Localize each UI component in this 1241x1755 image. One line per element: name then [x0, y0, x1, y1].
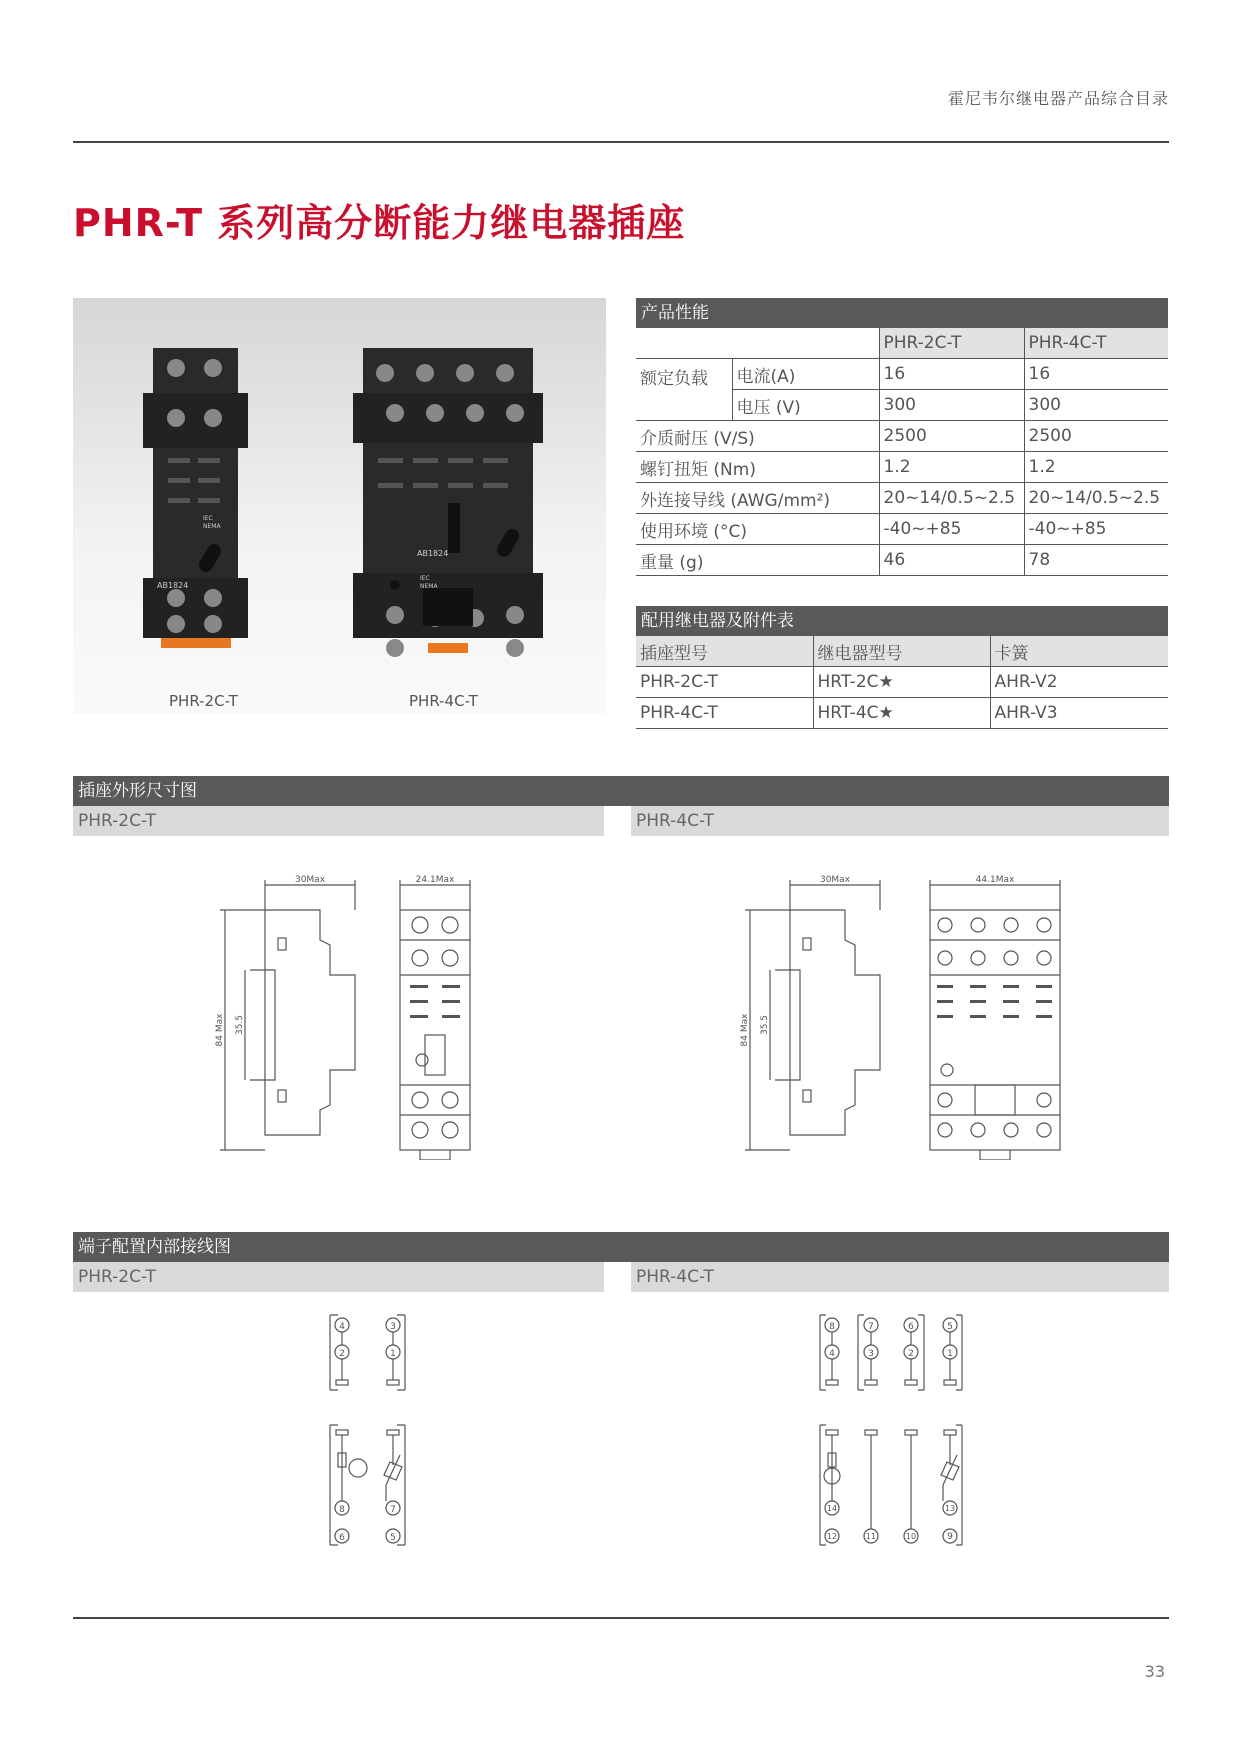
dim-84max-4c: 84 Max — [740, 1013, 750, 1047]
header-divider — [73, 141, 1169, 143]
accessories-row — [636, 667, 1168, 698]
terminal-6: 6 — [908, 1322, 914, 1332]
terminal-8: 8 — [339, 1505, 345, 1515]
accessories-row — [636, 698, 1168, 729]
row-value-4c: 2500 — [1024, 421, 1168, 452]
dimensions-title: 插座外形尺寸图 — [73, 776, 1169, 806]
row-label: 重量 (g) — [636, 545, 879, 576]
accessories-table — [636, 636, 1168, 729]
dim-30max-2c: 30Max — [294, 875, 326, 885]
footer-divider — [73, 1617, 1169, 1619]
page-title: PHR-T 系列高分断能力继电器插座 — [73, 201, 686, 245]
dim-355-2c: 35.5 — [235, 1014, 245, 1036]
current-2c: 16 — [879, 359, 1024, 390]
performance-col-2c: PHR-2C-T — [879, 328, 1024, 359]
terminal-7: 7 — [390, 1505, 396, 1515]
terminal-13: 13 — [944, 1504, 956, 1513]
row-label: 介质耐压 (V/S) — [636, 421, 879, 452]
photo-label-code-4c: AB1824 — [417, 549, 449, 558]
photo-caption-4c: PHR-4C-T — [409, 692, 478, 710]
terminal-1: 1 — [390, 1349, 396, 1359]
accessories-header-row — [636, 636, 1168, 667]
accessories-cell: AHR-V3 — [990, 698, 1168, 729]
dimensions-label-4c: PHR-4C-T — [631, 806, 1169, 836]
performance-row — [636, 452, 1168, 483]
row-value-4c: 1.2 — [1024, 452, 1168, 483]
accessories-cell: PHR-2C-T — [636, 667, 813, 698]
accessories-cell: HRT-2C★ — [813, 667, 990, 698]
dim-30max-4c: 30Max — [819, 875, 851, 885]
performance-row — [636, 421, 1168, 452]
wiring-label-4c: PHR-4C-T — [631, 1262, 1169, 1292]
dim-241max: 24.1Max — [415, 875, 455, 885]
photo-label-iec-2c: IEC — [203, 515, 213, 522]
accessories-cell: HRT-4C★ — [813, 698, 990, 729]
terminal-8: 8 — [829, 1322, 835, 1332]
voltage-label: 电压 (V) — [732, 390, 879, 421]
row-value-2c: 46 — [879, 545, 1024, 576]
terminal-12: 12 — [826, 1532, 838, 1541]
row-value-2c: -40~+85 — [879, 514, 1024, 545]
page-number: 33 — [1144, 1662, 1165, 1681]
accessories-header: 继电器型号 — [813, 636, 990, 667]
terminal-9: 9 — [947, 1532, 953, 1542]
dimension-drawing-4c — [735, 870, 1075, 1160]
accessories-header: 卡簧 — [990, 636, 1168, 667]
row-value-2c: 20~14/0.5~2.5 — [879, 483, 1024, 514]
terminal-6: 6 — [339, 1533, 345, 1543]
performance-table — [636, 328, 1168, 576]
terminal-5: 5 — [390, 1533, 396, 1543]
performance-col-4c: PHR-4C-T — [1024, 328, 1168, 359]
dim-441max: 44.1Max — [975, 875, 1015, 885]
wiring-label-2c: PHR-2C-T — [73, 1262, 604, 1292]
performance-row-current — [636, 359, 1168, 390]
row-value-4c: 78 — [1024, 545, 1168, 576]
current-label: 电流(A) — [732, 359, 879, 390]
terminal-10: 10 — [905, 1532, 917, 1541]
wiring-title: 端子配置内部接线图 — [73, 1232, 1169, 1262]
performance-title: 产品性能 — [636, 298, 1168, 328]
accessories-cell: PHR-4C-T — [636, 698, 813, 729]
photo-caption-2c: PHR-2C-T — [169, 692, 238, 710]
terminal-4: 4 — [339, 1322, 345, 1332]
terminal-2: 2 — [339, 1349, 345, 1359]
row-value-2c: 1.2 — [879, 452, 1024, 483]
terminal-11: 11 — [865, 1532, 877, 1541]
voltage-4c: 300 — [1024, 390, 1168, 421]
photo-label-nema-4c: NEMA — [420, 583, 438, 590]
dim-355-4c: 35.5 — [760, 1014, 770, 1036]
wiring-diagram-2c — [320, 1310, 430, 1550]
socket-4c-image — [353, 348, 543, 657]
relay-socket-illustration — [73, 298, 606, 714]
terminal-3: 3 — [868, 1349, 874, 1359]
row-label: 外连接导线 (AWG/mm²) — [636, 483, 879, 514]
dimension-drawing-2c — [210, 870, 510, 1160]
row-value-4c: 20~14/0.5~2.5 — [1024, 483, 1168, 514]
terminal-1: 1 — [947, 1349, 953, 1359]
dimensions-label-2c: PHR-2C-T — [73, 806, 604, 836]
row-value-4c: -40~+85 — [1024, 514, 1168, 545]
current-4c: 16 — [1024, 359, 1168, 390]
performance-row — [636, 483, 1168, 514]
socket-2c-image — [143, 348, 248, 648]
terminal-7: 7 — [868, 1322, 874, 1332]
catalog-title: 霍尼韦尔继电器产品综合目录 — [947, 89, 1169, 108]
terminal-2: 2 — [908, 1349, 914, 1359]
row-label: 螺钉扭矩 (Nm) — [636, 452, 879, 483]
rated-load-label: 额定负载 — [636, 359, 732, 421]
photo-label-code-2c: AB1824 — [157, 581, 189, 590]
photo-label-iec-4c: IEC — [420, 575, 430, 582]
terminal-14: 14 — [826, 1504, 838, 1513]
performance-row — [636, 545, 1168, 576]
performance-header-row — [636, 328, 1168, 359]
accessories-cell: AHR-V2 — [990, 667, 1168, 698]
performance-row — [636, 514, 1168, 545]
terminal-5: 5 — [947, 1322, 953, 1332]
terminal-4: 4 — [829, 1349, 835, 1359]
product-photo — [73, 298, 606, 714]
wiring-diagram-4c — [812, 1310, 992, 1550]
accessories-title: 配用继电器及附件表 — [636, 606, 1168, 636]
dim-84max-2c: 84 Max — [215, 1013, 225, 1047]
photo-label-nema-2c: NEMA — [203, 523, 221, 530]
accessories-header: 插座型号 — [636, 636, 813, 667]
voltage-2c: 300 — [879, 390, 1024, 421]
row-label: 使用环境 (°C) — [636, 514, 879, 545]
row-value-2c: 2500 — [879, 421, 1024, 452]
terminal-3: 3 — [390, 1322, 396, 1332]
